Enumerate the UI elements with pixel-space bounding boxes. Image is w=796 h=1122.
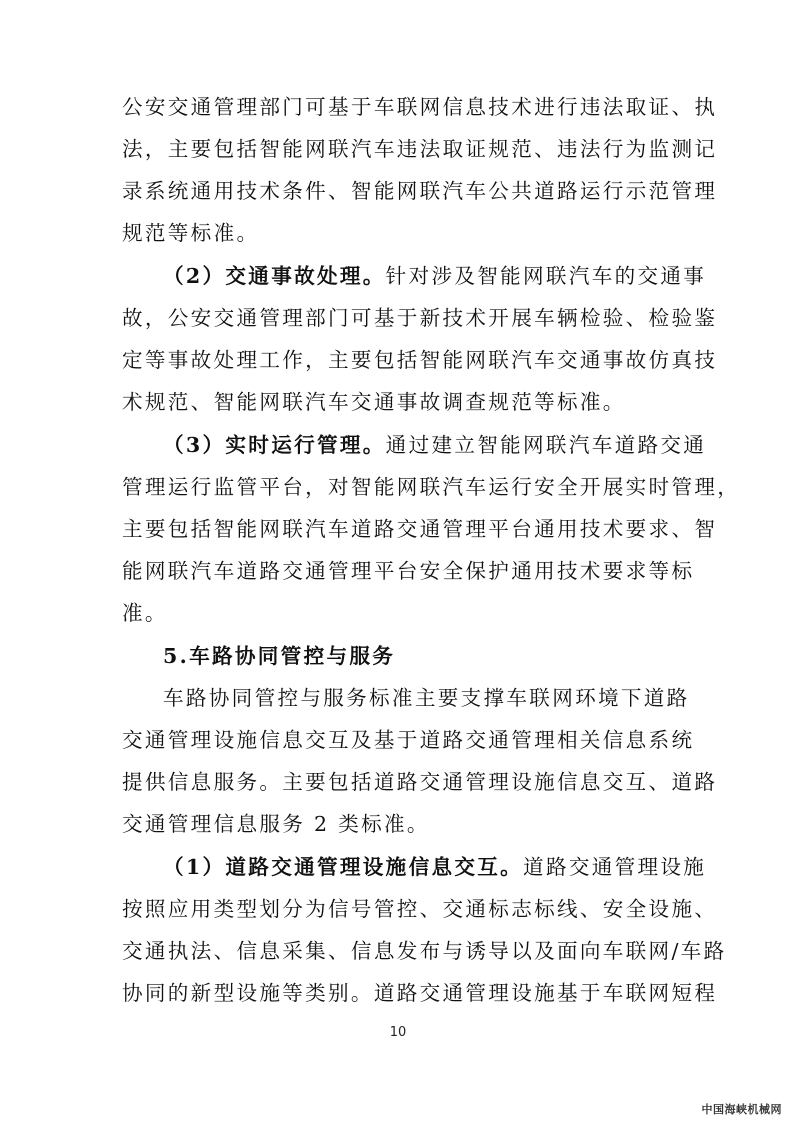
paragraph-text: 道路交通管理设施 xyxy=(523,855,707,879)
section-title: 5.车路协同管控与服务 xyxy=(163,644,396,668)
paragraph-line: 规范等标准。 xyxy=(122,221,260,245)
paragraph-line: 交通管理信息服务 2 类标准。 xyxy=(122,812,430,836)
paragraph-first-line: 车路协同管控与服务标准主要支撑车联网环境下道路 xyxy=(163,686,690,710)
paragraph-line: 协同的新型设施等类别。道路交通管理设施基于车联网短程 xyxy=(122,981,718,1005)
subsection-heading: （3）实时运行管理。 xyxy=(163,433,386,457)
paragraph-line: 管理运行监管平台，对智能网联汽车运行安全开展实时管理， xyxy=(122,475,741,499)
paragraph-line: 能网联汽车道路交通管理平台安全保护通用技术要求等标 xyxy=(122,559,695,583)
subsection-heading: （2）交通事故处理。 xyxy=(163,264,386,288)
paragraph-line: 录系统通用技术条件、智能网联汽车公共道路运行示范管理 xyxy=(122,179,718,203)
page-number: 10 xyxy=(389,1025,407,1040)
paragraph-line: 交通执法、信息采集、信息发布与诱导以及面向车联网/车路 xyxy=(122,939,727,963)
paragraph-line: 定等事故处理工作，主要包括智能网联汽车交通事故仿真技 xyxy=(122,348,718,372)
paragraph-line: 法，主要包括智能网联汽车违法取证规范、违法行为监测记 xyxy=(122,137,718,161)
paragraph-text: 针对涉及智能网联汽车的交通事 xyxy=(385,264,707,288)
paragraph-text: 通过建立智能网联汽车道路交通 xyxy=(385,433,707,457)
paragraph-line: 术规范、智能网联汽车交通事故调查规范等标准。 xyxy=(122,390,626,414)
paragraph-first-line xyxy=(163,261,707,291)
paragraph-line: 主要包括智能网联汽车道路交通管理平台通用技术要求、智 xyxy=(122,517,718,541)
subsection-heading: （1）道路交通管理设施信息交互。 xyxy=(163,855,524,879)
paragraph-first-line xyxy=(163,852,707,882)
paragraph-line: 提供信息服务。主要包括道路交通管理设施信息交互、道路 xyxy=(122,770,718,794)
paragraph-line: 准。 xyxy=(122,601,168,625)
paragraph-line: 故，公安交通管理部门可基于新技术开展车辆检验、检验鉴 xyxy=(122,306,718,330)
watermark: 中国海峡机械网 xyxy=(701,1103,782,1116)
paragraph-line: 交通管理设施信息交互及基于道路交通管理相关信息系统 xyxy=(122,728,695,752)
paragraph-first-line xyxy=(163,430,707,460)
paragraph-line: 按照应用类型划分为信号管控、交通标志标线、安全设施、 xyxy=(122,897,718,921)
paragraph-line: 公安交通管理部门可基于车联网信息技术进行违法取证、执 xyxy=(122,95,718,119)
